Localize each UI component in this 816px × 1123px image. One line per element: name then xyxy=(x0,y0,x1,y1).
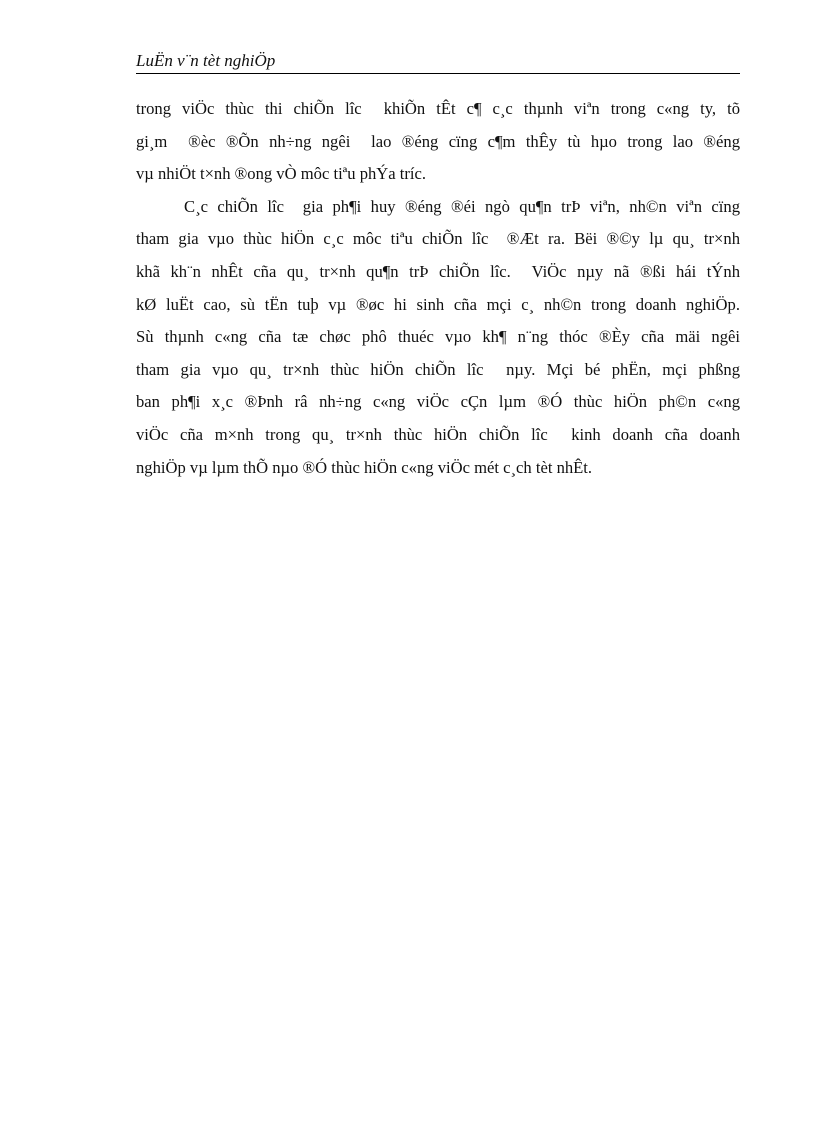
text-line: khã kh¨n nhÊt cña qu¸ tr×nh qu¶n trÞ chiÕn lîc. ViÖc nµy nã ®ßi hái tÝnh xyxy=(136,261,740,281)
text-line: Sù thµnh c«ng cña tæ chøc phô thuéc vµo kh¶ n¨ng thóc ®Èy cña mäi ngêi xyxy=(136,327,740,347)
text-line: viÖc cña m×nh trong qu¸ tr×nh thùc hiÖn chiÕn lîc kinh doanh cña doanh xyxy=(136,424,740,444)
text-line: tham gia vµo qu¸ tr×nh thùc hiÖn chiÕn lîc nµy. Mçi bé phËn, mçi phßng xyxy=(136,359,740,379)
header-title: LuËn v¨n tèt nghiÖp xyxy=(136,51,276,70)
text-line: vµ nhiÖt t×nh ®ong vÒ môc tiªu phÝa tríc. xyxy=(136,164,427,184)
text-line: kØ luËt cao, sù tËn tuþ vµ ®øc hi sinh cña mçi c¸ nh©n trong doanh nghiÖp. xyxy=(136,294,740,314)
text-line: tham gia vµo thùc hiÖn c¸c môc tiªu chiÕn lîc ®Æt ra. Bëi ®©y lµ qu¸ tr×nh xyxy=(136,229,740,249)
text-line: nghiÖp vµ lµm thÕ nµo ®Ó thùc hiÖn c«ng viÖc mét c¸ch tèt nhÊt. xyxy=(136,457,593,477)
document-body xyxy=(136,93,740,484)
text-line: trong viÖc thùc thi chiÕn lîc khiÕn tÊt c¶ c¸c thµnh viªn trong c«ng ty, tõ xyxy=(136,99,740,118)
text-line: ban ph¶i x¸c ®Þnh râ nh÷ng c«ng viÖc cÇn lµm ®Ó thùc hiÖn ph©n c«ng xyxy=(136,392,740,412)
text-line: C¸c chiÕn lîc gia ph¶i huy ®éng ®éi ngò qu¶n trÞ viªn, nh©n viªn cïng xyxy=(184,196,740,216)
text-line: gi¸m ®èc ®Õn nh÷ng ngêi lao ®éng cïng c¶m thÊy tù hµo trong lao ®éng xyxy=(136,131,740,151)
page-header xyxy=(136,47,740,74)
